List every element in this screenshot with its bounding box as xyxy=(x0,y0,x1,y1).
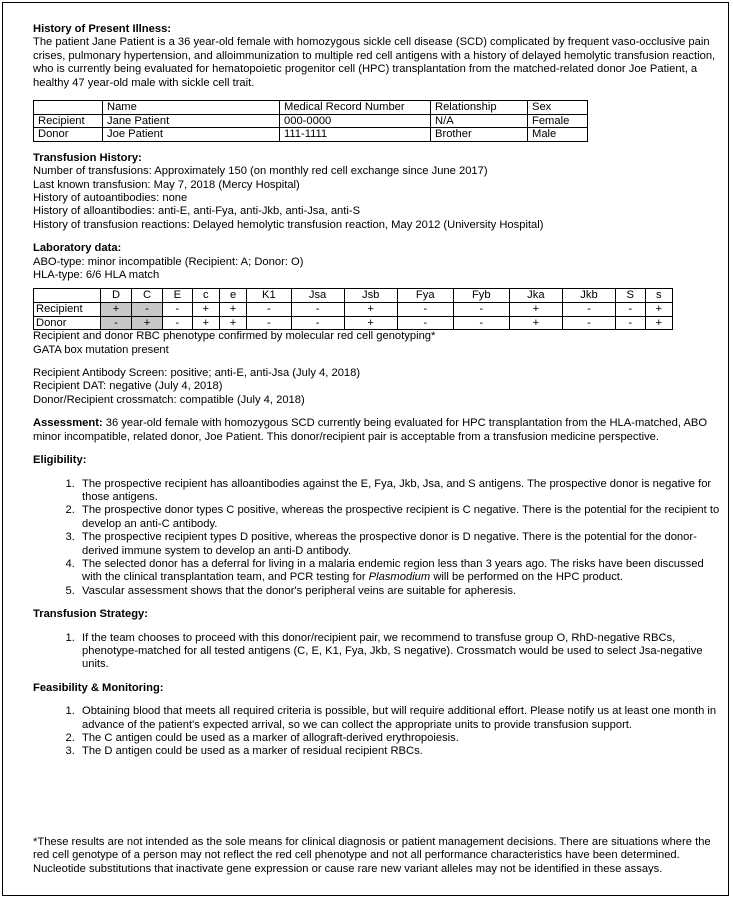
feasibility-list xyxy=(33,705,721,759)
phenotype-cell: - xyxy=(453,316,509,330)
list-item-italic: Plasmodium xyxy=(368,571,431,584)
list-item-text: The selected donor has a deferral for living in a malaria endemic region less than 3 years ago. The risks have been discussed with the clinical transplantation team, and PCR testing for xyxy=(82,557,704,584)
phenotype-cell: + xyxy=(101,303,132,317)
phenotype-cell: + xyxy=(192,316,219,330)
people-row-recipient xyxy=(34,114,588,128)
lab-line: HLA-type: 6/6 HLA match xyxy=(33,269,160,282)
phenotype-cell: + xyxy=(192,303,219,317)
phenotype-cell: S xyxy=(616,289,646,303)
phenotype-cell: - xyxy=(562,303,615,317)
transfusion-history-line: History of alloantibodies: anti-E, anti-Fya, anti-Jkb, anti-Jsa, anti-S xyxy=(33,205,361,218)
list-item-text: will be performed on the HPC product. xyxy=(430,571,624,584)
eligibility-list xyxy=(33,478,721,599)
table-cell: 111-1111 xyxy=(280,128,431,142)
phenotype-cell: - xyxy=(291,303,344,317)
phenotype-cell: s xyxy=(645,289,672,303)
phenotype-row-label: Recipient xyxy=(34,303,101,317)
phenotype-table xyxy=(33,288,673,330)
phenotype-cell: - xyxy=(247,316,291,330)
table-cell: Male xyxy=(528,128,588,142)
lab-screen-line: Recipient Antibody Screen: positive; anti-E, anti-Jsa (July 4, 2018) xyxy=(33,367,361,380)
phenotype-cell: K1 xyxy=(247,289,291,303)
people-header-mrn: Medical Record Number xyxy=(280,101,431,115)
phenotype-cell: + xyxy=(344,316,397,330)
phenotype-cell: - xyxy=(163,316,193,330)
lab-heading: Laboratory data: xyxy=(33,242,122,255)
lab-line: ABO-type: minor incompatible (Recipient: A; Donor: O) xyxy=(33,255,304,268)
lab-note: Recipient and donor RBC phenotype confirmed by molecular red cell genotyping* xyxy=(33,330,436,343)
people-header-sex: Sex xyxy=(528,101,588,115)
people-row-donor xyxy=(34,128,588,142)
table-cell: Joe Patient xyxy=(103,128,280,142)
phenotype-cell: + xyxy=(509,303,562,317)
list-item: 2. The prospective donor types C positive, whereas the prospective recipient is C negative. There is the potential for the recipient to develop an anti-C antibody. xyxy=(78,504,721,531)
phenotype-row-donor xyxy=(34,316,673,330)
lab-note: GATA box mutation present xyxy=(33,343,169,356)
report-page xyxy=(2,2,729,896)
phenotype-cell: - xyxy=(163,303,193,317)
phenotype-cell: Jsa xyxy=(291,289,344,303)
table-cell: Donor xyxy=(34,128,103,142)
phenotype-cell: - xyxy=(453,303,509,317)
lab-screen-line: Donor/Recipient crossmatch: compatible (July 4, 2018) xyxy=(33,393,305,406)
people-header-relationship: Relationship xyxy=(431,101,528,115)
phenotype-cell: + xyxy=(219,303,246,317)
phenotype-cell: - xyxy=(562,316,615,330)
list-item: 1. If the team chooses to proceed with this donor/recipient pair, we recommend to transfuse group O, RhD-negative RBCs, phenotype-matched for all tested antigens (C, E, K1, Fya, Jkb, S negative). Crossmatch would be used to select Jsa-negative units. xyxy=(78,632,721,672)
phenotype-row-recipient xyxy=(34,303,673,317)
phenotype-cell: Jkb xyxy=(562,289,615,303)
list-item: 1. The prospective recipient has alloantibodies against the E, Fya, Jkb, Jsa, and S antigens. The prospective donor is negative for those antigens. xyxy=(78,478,721,505)
assessment-label: Assessment: xyxy=(33,417,103,430)
footnote: *These results are not intended as the sole means for clinical diagnosis or patient management decisions. There are situations where the red cell genotype of a person may not reflect the red cell phenotype and not all performance characteristics have been determined. Nucleotide substitutions that inactivate gene expression or cause rare new variant alleles may not be identified in these assays. xyxy=(33,836,711,875)
phenotype-header-row xyxy=(34,289,673,303)
phenotype-cell: D xyxy=(101,289,132,303)
phenotype-cell: - xyxy=(397,316,453,330)
people-table xyxy=(33,100,588,142)
phenotype-cell: - xyxy=(616,316,646,330)
phenotype-cell: - xyxy=(291,316,344,330)
table-cell: Recipient xyxy=(34,114,103,128)
people-header-blank xyxy=(34,101,103,115)
transfusion-history-line: History of autoantibodies: none xyxy=(33,192,188,205)
phenotype-cell: E xyxy=(163,289,193,303)
table-cell: 000-0000 xyxy=(280,114,431,128)
phenotype-cell: + xyxy=(645,303,672,317)
lab-screen-line: Recipient DAT: negative (July 4, 2018) xyxy=(33,380,223,393)
feasibility-heading: Feasibility & Monitoring: xyxy=(33,681,164,694)
strategy-heading: Transfusion Strategy: xyxy=(33,608,149,621)
strategy-list xyxy=(33,632,721,672)
assessment-paragraph xyxy=(33,417,721,444)
hpi-heading: History of Present Illness: xyxy=(33,23,172,35)
list-item: 3. The D antigen could be used as a marker of residual recipient RBCs. xyxy=(78,745,721,758)
phenotype-cell: Jsb xyxy=(344,289,397,303)
table-cell: Female xyxy=(528,114,588,128)
table-cell: Brother xyxy=(431,128,528,142)
phenotype-row-label: Donor xyxy=(34,316,101,330)
phenotype-cell: - xyxy=(247,303,291,317)
phenotype-cell: + xyxy=(219,316,246,330)
table-cell: N/A xyxy=(431,114,528,128)
phenotype-cell: + xyxy=(132,316,163,330)
list-item: 2. The C antigen could be used as a marker of allograft-derived erythropoiesis. xyxy=(78,732,721,745)
transfusion-history-line: History of transfusion reactions: Delayed hemolytic transfusion reaction, May 2012 (University Hospital) xyxy=(33,218,544,231)
transfusion-history-heading: Transfusion History: xyxy=(33,151,142,164)
phenotype-cell: C xyxy=(132,289,163,303)
phenotype-cell: - xyxy=(101,316,132,330)
list-item: 1. Obtaining blood that meets all required criteria is possible, but will require additional effort. Please notify us at least one month in advance of the patient's expected arrival, so we can collect the appropriate units to provide transfusion support. xyxy=(78,705,721,732)
transfusion-history-line: Last known transfusion: May 7, 2018 (Mercy Hospital) xyxy=(33,178,300,191)
report-content xyxy=(33,23,721,759)
phenotype-cell: + xyxy=(344,303,397,317)
table-cell: Jane Patient xyxy=(103,114,280,128)
phenotype-cell: - xyxy=(616,303,646,317)
list-item: 3. The prospective recipient types D positive, whereas the prospective donor is D negative. There is the potential for the donor-derived immune system to develop an anti-D antibody. xyxy=(78,531,721,558)
eligibility-heading: Eligibility: xyxy=(33,454,87,467)
phenotype-cell: c xyxy=(192,289,219,303)
transfusion-history-line: Number of transfusions: Approximately 150 (on monthly red cell exchange since June 2017) xyxy=(33,165,488,178)
people-table-header xyxy=(34,101,588,115)
phenotype-cell: + xyxy=(645,316,672,330)
list-item xyxy=(78,558,721,585)
people-header-name: Name xyxy=(103,101,280,115)
phenotype-cell: Jka xyxy=(509,289,562,303)
phenotype-cell: - xyxy=(132,303,163,317)
phenotype-row-label xyxy=(34,289,101,303)
phenotype-cell: Fya xyxy=(397,289,453,303)
phenotype-cell: Fyb xyxy=(453,289,509,303)
list-item: 5. Vascular assessment shows that the donor's peripheral veins are suitable for apheresis. xyxy=(78,585,721,598)
assessment-text: 36 year-old female with homozygous SCD currently being evaluated for HPC transplantation from the HLA-matched, ABO minor incompatible, related donor, Joe Patient. This donor/recipient pair is acceptable from a transfusion medicine perspective. xyxy=(33,417,708,443)
phenotype-cell: + xyxy=(509,316,562,330)
phenotype-cell: e xyxy=(219,289,246,303)
hpi-text: The patient Jane Patient is a 36 year-old female with homozygous sickle cell disease (SCD) complicated by frequent vaso-occlusive pain crises, pulmonary hypertension, and alloimmunization to multiple red cell antigens with a history of delayed hemolytic transfusion reaction, who is currently being evaluated for hematopoietic progenitor cell (HPC) transplantation from the matched-related donor Joe Patient, a healthy 47 year-old male with sickle cell trait. xyxy=(33,36,716,89)
phenotype-cell: - xyxy=(397,303,453,317)
